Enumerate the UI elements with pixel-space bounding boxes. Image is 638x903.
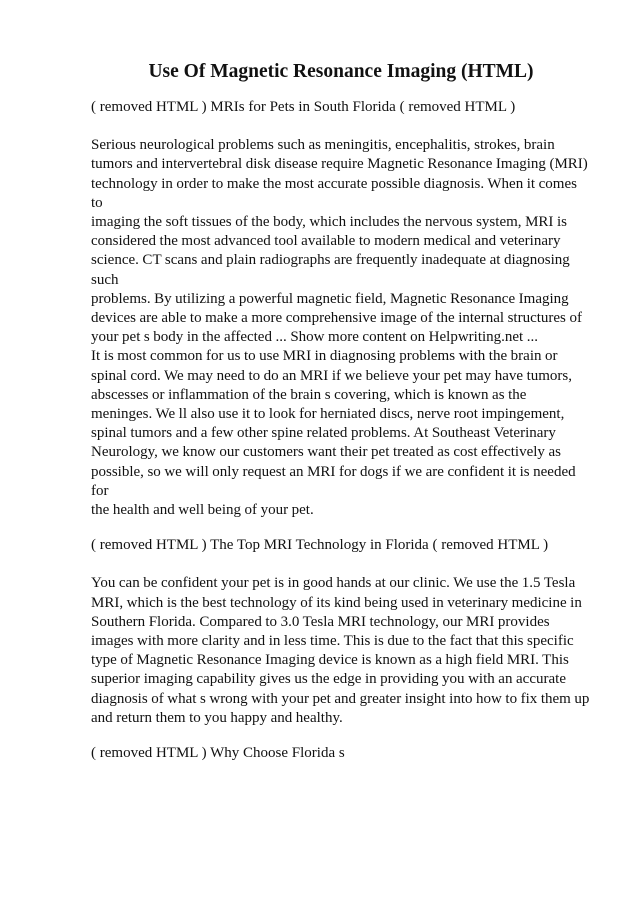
section-heading-mri-pets: ( removed HTML ) MRIs for Pets in South Florida ( removed HTML ) <box>91 99 516 115</box>
document-page <box>91 58 591 782</box>
paragraph-confident-pet: You can be confident your pet is in good hands at our clinic. We use the 1.5 Tesla MRI, which is the best technology of its kind being used in veterinary medicine in Southern Florida. Compared to 3.0 Tesla MRI technology, our MRI provides images with more clarity and in less time. This is due to the fact that this specific type of Magnetic Resonance Imaging device is known as a high field MRI. This superior imaging capability gives us the edge in providing you with an accurate diagnosis of what s wrong with your pet and greater insight into how to fix them up and return them to you happy and healthy. <box>91 575 590 726</box>
section-heading-why-choose: ( removed HTML ) Why Choose Florida s <box>91 745 345 762</box>
document-title: Use Of Magnetic Resonance Imaging (HTML) <box>148 61 534 82</box>
paragraph-neurological-problems: Serious neurological problems such as meningitis, encephalitis, strokes, brain tumors and intervertebral disk disease require Magnetic Resonance Imaging (MRI) technology in order to make the most accurate possible diagnosis. When it comes to imaging the soft tissues of the body, which includes the nervous system, MRI is considered the most advanced tool available to modern medical and veterinary science. CT scans and plain radiographs are frequently inadequate at diagnosing such problems. By utilizing a powerful magnetic field, Magnetic Resonance Imaging devices are able to make a more comprehensive image of the internal structures of your pet s body in the affected ... Show more content on Helpwriting.net ... It is most common for us to use MRI in diagnosing problems with the brain or spinal cord. We may need to do an MRI if we believe your pet may have tumors, abscesses or inflammation of the brain s covering, which is known as the meninges. We ll also use it to look for herniated discs, nerve root impingement, spinal tumors and a few other spine related problems. At Southeast Veterinary Neurology, we know our customers want their pet treated as cost effectively as possible, so we will only request an MRI for dogs if we are confident it is needed for the health and well being of your pet. <box>91 137 588 519</box>
section-heading-top-mri: ( removed HTML ) The Top MRI Technology in Florida ( removed HTML ) <box>91 537 549 554</box>
